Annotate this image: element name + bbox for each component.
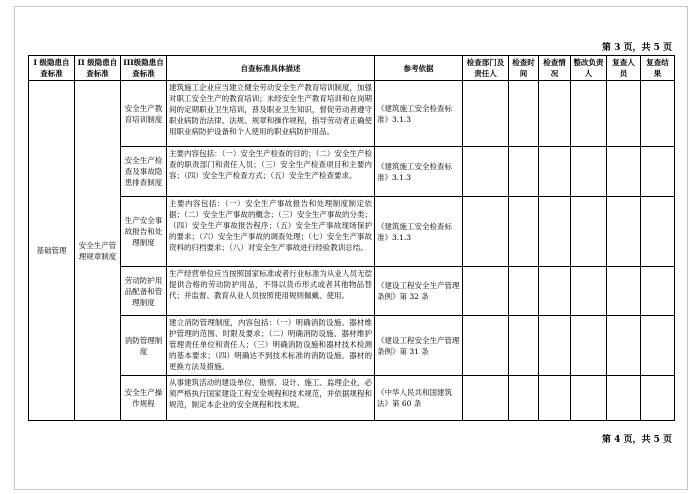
description-cell: 主要内容包括：（一）安全生产检查的目的；（二）安全生产检查的职责部门和责任人员；（三）安全生产检查项目和主要内容；（四）安全生产检查方式；（五）安全生产检查要求。 xyxy=(167,147,375,197)
description-cell: 建筑施工企业应当建立健全劳动安全生产教育培训制度，加强对职工安全生产的教育培训；未经安全生产教育培训和在岗期间的定期职业卫生培训，普及职业卫生知识，督促劳动者遵守职业病防治法律、法规、规章和操作规程，指导劳动者正确使用职业病防护设备和个人使用的职业病防护用品。 xyxy=(167,81,375,147)
description-cell: 生产经营单位应当按照国家标准或者行业标准为从业人员无偿提供合格的劳动防护用品，不得以货币形式或者其他物品替代；并监督、教育从业人员按照使用规则佩戴、使用。 xyxy=(167,267,375,316)
review-result-cell[interactable] xyxy=(641,147,675,197)
inspection-time-cell[interactable] xyxy=(509,376,539,421)
reference-cell: 《建筑施工安全检查标准》3.1.3 xyxy=(375,147,463,197)
inspection-dept-cell[interactable] xyxy=(463,267,509,316)
table-row xyxy=(29,316,675,376)
header-inspection-status: 检查情况 xyxy=(539,56,571,81)
review-result-cell[interactable] xyxy=(641,376,675,421)
inspection-time-cell[interactable] xyxy=(509,81,539,147)
table-row xyxy=(29,147,675,197)
reference-cell: 《中华人民共和国建筑法》第 60 条 xyxy=(375,376,463,421)
reference-cell: 《建设工程安全生产管理条例》第 31 条 xyxy=(375,316,463,376)
page-number-top: 第 3 页，共 5 页 xyxy=(601,43,672,53)
inspection-status-cell[interactable] xyxy=(539,316,571,376)
reference-cell: 《建设工程安全生产管理条例》第 32 条 xyxy=(375,267,463,316)
review-result-cell[interactable] xyxy=(641,81,675,147)
level1-cell: 基础管理 xyxy=(29,81,75,421)
rectification-owner-cell[interactable] xyxy=(571,376,607,421)
reference-cell: 《建筑施工安全检查标准》3.1.3 xyxy=(375,197,463,267)
rectification-owner-cell[interactable] xyxy=(571,81,607,147)
level3-cell: 消防管理制度 xyxy=(121,316,167,376)
inspection-status-cell[interactable] xyxy=(539,267,571,316)
level2-cell: 安全生产管理规章制度 xyxy=(75,81,121,421)
level3-cell: 安全生产操作规程 xyxy=(121,376,167,421)
level3-cell: 劳动防护用品配备和管理制度 xyxy=(121,267,167,316)
inspection-dept-cell[interactable] xyxy=(463,197,509,267)
header-level2: II 级隐患自查标准 xyxy=(75,56,121,81)
review-result-cell[interactable] xyxy=(641,267,675,316)
inspection-dept-cell[interactable] xyxy=(463,376,509,421)
header-level1: I 级隐患自查标准 xyxy=(29,56,75,81)
inspection-time-cell[interactable] xyxy=(509,316,539,376)
level3-cell: 生产安全事故报告和处理制度 xyxy=(121,197,167,267)
table-row xyxy=(29,197,675,267)
header-reference: 参考依据 xyxy=(375,56,463,81)
header-review-staff: 复查人员 xyxy=(607,56,641,81)
rectification-owner-cell[interactable] xyxy=(571,147,607,197)
rectification-owner-cell[interactable] xyxy=(571,267,607,316)
review-result-cell[interactable] xyxy=(641,316,675,376)
header-level3: III级隐患自查标准 xyxy=(121,56,167,81)
rectification-owner-cell[interactable] xyxy=(571,316,607,376)
review-staff-cell[interactable] xyxy=(607,316,641,376)
header-inspection-dept: 检查部门及责任人 xyxy=(463,56,509,81)
level3-cell: 安全生产检查及事故隐患排查制度 xyxy=(121,147,167,197)
review-result-cell[interactable] xyxy=(641,197,675,267)
review-staff-cell[interactable] xyxy=(607,376,641,421)
inspection-status-cell[interactable] xyxy=(539,81,571,147)
description-cell: 建立消防管理制度，内容包括：（一）明确消防设施、器材维护管理的范围、时限及要求；（二）明确消防设施、器材维护管理责任单位和责任人；（三）明确消防设施和器材技术检测的基本要求；（四）明确达不到技术标准的消防设施、器材的更换方法及措施。 xyxy=(167,316,375,376)
description-cell: 从事建筑活动的建设单位、勘察、设计、施工、监理企业，必须严格执行国家建设工程安全规程和技术规范，并依据规程和规范，制定本企业的安全规程和技术规。 xyxy=(167,376,375,421)
page-number-bottom: 第 4 页，共 5 页 xyxy=(601,435,672,445)
header-description: 自查标准具体描述 xyxy=(167,56,375,81)
level3-cell: 安全生产教育培训制度 xyxy=(121,81,167,147)
header-row xyxy=(29,56,675,81)
review-staff-cell[interactable] xyxy=(607,267,641,316)
description-cell: 主要内容包括：（一）安全生产事故报告和处理制度制定依据；（二）安全生产事故的概念；（三）安全生产事故的分类；（四）安全生产事故报告程序；（五）安全生产事故现场保护的要求；（六）安全生产事故的调查处理；（七）安全生产事故资料的归档要求；（八）对安全生产事故进行经验教训总结。 xyxy=(167,197,375,267)
table-row xyxy=(29,267,675,316)
header-review-result: 复查结果 xyxy=(641,56,675,81)
inspection-time-cell[interactable] xyxy=(509,147,539,197)
inspection-time-cell[interactable] xyxy=(509,267,539,316)
inspection-status-cell[interactable] xyxy=(539,147,571,197)
header-rectification-owner: 整改负责人 xyxy=(571,56,607,81)
inspection-time-cell[interactable] xyxy=(509,197,539,267)
inspection-status-cell[interactable] xyxy=(539,197,571,267)
review-staff-cell[interactable] xyxy=(607,197,641,267)
reference-cell: 《建筑施工安全检查标准》3.1.3 xyxy=(375,81,463,147)
table-row xyxy=(29,376,675,421)
review-staff-cell[interactable] xyxy=(607,147,641,197)
rectification-owner-cell[interactable] xyxy=(571,197,607,267)
checklist-table xyxy=(28,55,675,421)
inspection-dept-cell[interactable] xyxy=(463,316,509,376)
inspection-status-cell[interactable] xyxy=(539,376,571,421)
header-inspection-time: 检查时间 xyxy=(509,56,539,81)
table-row xyxy=(29,81,675,147)
inspection-dept-cell[interactable] xyxy=(463,147,509,197)
review-staff-cell[interactable] xyxy=(607,81,641,147)
inspection-dept-cell[interactable] xyxy=(463,81,509,147)
